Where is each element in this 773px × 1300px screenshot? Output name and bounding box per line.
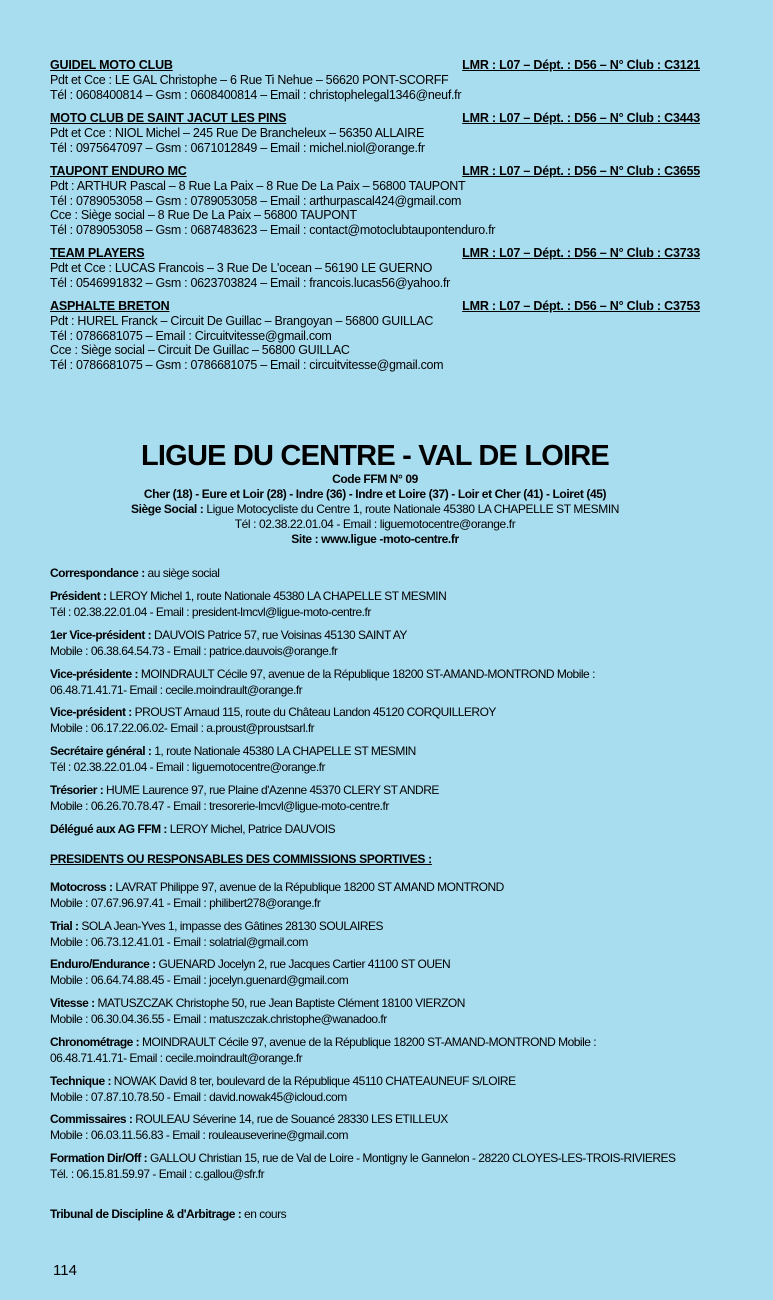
club-line: Tél : 0975647097 – Gsm : 0671012849 – Email : michel.niol@orange.fr <box>50 140 425 155</box>
commission-entry <box>50 1207 700 1223</box>
commission-entry <box>50 1151 700 1182</box>
commission-entry <box>50 1035 700 1066</box>
officer-entry <box>50 744 700 775</box>
officer-role: Secrétaire général : <box>50 744 152 758</box>
commission-role: Chronométrage : <box>50 1035 140 1049</box>
officer-entry <box>50 822 700 838</box>
commission-contact: Tél. : 06.15.81.59.97 - Email : c.gallou@sfr.fr <box>50 1166 265 1181</box>
commissions-title: PRESIDENTS OU RESPONSABLES DES COMMISSIONS SPORTIVES : <box>50 852 432 866</box>
commission-role: Commissaires : <box>50 1112 133 1126</box>
commission-contact: Mobile : 06.73.12.41.01 - Email : solatrial@gmail.com <box>50 934 308 949</box>
officer-entry <box>50 667 700 698</box>
officer-entry <box>50 628 700 659</box>
club-entry <box>50 164 700 237</box>
club-name: TAUPONT ENDURO MC <box>50 164 187 178</box>
officer-contact: Mobile : 06.38.64.54.73 - Email : patrice.dauvois@orange.fr <box>50 643 338 658</box>
officer-contact: Mobile : 06.17.22.06.02- Email : a.proust@proustsarl.fr <box>50 720 315 735</box>
club-header <box>50 111 700 126</box>
officer-contact: 06.48.71.41.71- Email : cecile.moindrault@orange.fr <box>50 682 303 697</box>
club-code: LMR : L07 – Dépt. : D56 – N° Club : C3121 <box>462 58 700 72</box>
league-site: Site : www.ligue -moto-centre.fr <box>291 532 459 546</box>
officer-role: Délégué aux AG FFM : <box>50 822 167 836</box>
club-name: MOTO CLUB DE SAINT JACUT LES PINS <box>50 111 287 125</box>
club-header <box>50 58 700 73</box>
club-code: LMR : L07 – Dépt. : D56 – N° Club : C3753 <box>462 299 700 313</box>
club-header <box>50 299 700 314</box>
league-seat <box>50 502 700 517</box>
officer-details: LEROY Michel 1, route Nationale 45380 LA CHAPELLE ST MESMIN <box>106 589 447 603</box>
club-header <box>50 164 700 179</box>
club-code: LMR : L07 – Dépt. : D56 – N° Club : C3655 <box>462 164 700 178</box>
correspondance-value: au siège social <box>144 566 220 580</box>
officer-entry <box>50 589 700 620</box>
league-title: LIGUE DU CENTRE - VAL DE LOIRE <box>141 440 609 472</box>
club-code: LMR : L07 – Dépt. : D56 – N° Club : C3733 <box>462 246 700 260</box>
club-line: Pdt : ARTHUR Pascal – 8 Rue La Paix – 8 Rue De La Paix – 56800 TAUPONT <box>50 179 466 193</box>
club-line: Tél : 0789053058 – Gsm : 0789053058 – Email : arthurpascal424@gmail.com <box>50 193 462 208</box>
commission-role: Tribunal de Discipline & d'Arbitrage : <box>50 1207 242 1221</box>
commission-contact: Mobile : 07.87.10.78.50 - Email : david.nowak45@icloud.com <box>50 1089 347 1104</box>
officer-details: 1, route Nationale 45380 LA CHAPELLE ST MESMIN <box>151 744 416 758</box>
officer-details: HUME Laurence 97, rue Plaine d'Azenne 45370 CLERY ST ANDRE <box>103 783 439 797</box>
officer-role: Vice-présidente : <box>50 667 138 681</box>
correspondance <box>50 566 700 582</box>
commission-role: Trial : <box>50 919 79 933</box>
officer-role: Président : <box>50 589 107 603</box>
commission-details: en cours <box>241 1207 287 1221</box>
commission-role: Enduro/Endurance : <box>50 957 156 971</box>
club-entry <box>50 299 700 372</box>
commission-role: Motocross : <box>50 880 113 894</box>
commission-contact: Mobile : 06.30.04.36.55 - Email : matuszczak.christophe@wanadoo.fr <box>50 1011 387 1026</box>
commission-entry <box>50 996 700 1027</box>
officer-role: Vice-président : <box>50 705 132 719</box>
commission-role: Formation Dir/Off : <box>50 1151 148 1165</box>
league-departments: Cher (18) - Eure et Loir (28) - Indre (36) - Indre et Loire (37) - Loir et Cher (41) - Loiret (45) <box>143 487 607 501</box>
commission-role: Vitesse : <box>50 996 95 1010</box>
commission-details: ROULEAU Séverine 14, rue de Souancé 28330 LES ETILLEUX <box>132 1112 448 1126</box>
club-line: Tél : 0608400814 – Gsm : 0608400814 – Email : christophelegal1346@neuf.fr <box>50 87 462 102</box>
officer-contact: Tél : 02.38.22.01.04 - Email : president-lmcvl@ligue-moto-centre.fr <box>50 604 371 619</box>
league-header <box>50 440 700 547</box>
club-list <box>50 58 700 381</box>
officer-role: 1er Vice-président : <box>50 628 152 642</box>
league-phone: Tél : 02.38.22.01.04 - Email : liguemotocentre@orange.fr <box>234 517 516 531</box>
seat-label: Siège Social : <box>130 502 204 516</box>
commission-contact: Mobile : 07.67.96.97.41 - Email : philibert278@orange.fr <box>50 895 321 910</box>
officer-details: LEROY Michel, Patrice DAUVOIS <box>166 822 336 836</box>
club-name: GUIDEL MOTO CLUB <box>50 58 173 72</box>
officer-role: Trésorier : <box>50 783 104 797</box>
commission-entry <box>50 1112 700 1143</box>
commission-contact: Mobile : 06.64.74.88.45 - Email : jocelyn.guenard@gmail.com <box>50 972 349 987</box>
club-name: TEAM PLAYERS <box>50 246 145 260</box>
correspondance-label: Correspondance : <box>50 566 145 580</box>
club-line: Pdt : HUREL Franck – Circuit De Guillac – Brangoyan – 56800 GUILLAC <box>50 314 434 328</box>
seat-value: Ligue Motocycliste du Centre 1, route Nationale 45380 LA CHAPELLE ST MESMIN <box>203 502 620 516</box>
club-line: Tél : 0786681075 – Email : Circuitvitesse@gmail.com <box>50 328 332 343</box>
officer-details: MOINDRAULT Cécile 97, avenue de la République 18200 ST-AMAND-MONTROND Mobile : <box>137 667 595 681</box>
commission-details: NOWAK David 8 ter, boulevard de la République 45110 CHATEAUNEUF S/LOIRE <box>110 1074 516 1088</box>
officer-contact: Mobile : 06.26.70.78.47 - Email : tresorerie-lmcvl@ligue-moto-centre.fr <box>50 798 389 813</box>
commission-details: LAVRAT Philippe 97, avenue de la République 18200 ST AMAND MONTROND <box>112 880 504 894</box>
officer-contact: Tél : 02.38.22.01.04 - Email : liguemotocentre@orange.fr <box>50 759 326 774</box>
club-code: LMR : L07 – Dépt. : D56 – N° Club : C3443 <box>462 111 700 125</box>
club-line: Cce : Siège social – 8 Rue De La Paix – 56800 TAUPONT <box>50 208 357 222</box>
club-header <box>50 246 700 261</box>
club-line: Tél : 0786681075 – Gsm : 0786681075 – Email : circuitvitesse@gmail.com <box>50 357 444 372</box>
club-line: Tél : 0789053058 – Gsm : 0687483623 – Email : contact@motoclubtaupontenduro.fr <box>50 222 496 237</box>
commission-contact: Mobile : 06.03.11.56.83 - Email : rouleauseverine@gmail.com <box>50 1127 348 1142</box>
officer-details: PROUST Arnaud 115, route du Château Landon 45120 CORQUILLEROY <box>131 705 496 719</box>
commission-contact: 06.48.71.41.71- Email : cecile.moindrault@orange.fr <box>50 1050 303 1065</box>
commission-details: MOINDRAULT Cécile 97, avenue de la République 18200 ST-AMAND-MONTROND Mobile : <box>139 1035 597 1049</box>
officer-entry <box>50 783 700 814</box>
commission-role: Technique : <box>50 1074 111 1088</box>
commission-entry <box>50 880 700 911</box>
commission-details: GUENARD Jocelyn 2, rue Jacques Cartier 41100 ST OUEN <box>155 957 451 971</box>
club-line: Pdt et Cce : LE GAL Christophe – 6 Rue Ti Nehue – 56620 PONT-SCORFF <box>50 73 449 87</box>
commission-entry <box>50 957 700 988</box>
club-entry <box>50 111 700 155</box>
club-line: Pdt et Cce : LUCAS Francois – 3 Rue De L'ocean – 56190 LE GUERNO <box>50 261 432 275</box>
club-line: Tél : 0546991832 – Gsm : 0623703824 – Email : francois.lucas56@yahoo.fr <box>50 275 450 290</box>
club-name: ASPHALTE BRETON <box>50 299 170 313</box>
officer-details: DAUVOIS Patrice 57, rue Voisinas 45130 SAINT AY <box>151 628 407 642</box>
club-entry <box>50 58 700 102</box>
page-number: 114 <box>53 1262 77 1279</box>
league-code: Code FFM N° 09 <box>332 472 418 486</box>
commission-entry <box>50 1074 700 1105</box>
commission-details: MATUSZCZAK Christophe 50, rue Jean Baptiste Clément 18100 VIERZON <box>94 996 465 1010</box>
commission-details: SOLA Jean-Yves 1, impasse des Gâtines 28130 SOULAIRES <box>78 919 384 933</box>
commission-details: GALLOU Christian 15, rue de Val de Loire - Montigny le Gannelon - 28220 CLOYES-LES-TROIS-RIVIERES <box>147 1151 676 1165</box>
officer-entry <box>50 705 700 736</box>
club-line: Cce : Siège social – Circuit De Guillac – 56800 GUILLAC <box>50 343 350 357</box>
club-line: Pdt et Cce : NIOL Michel – 245 Rue De Brancheleux – 56350 ALLAIRE <box>50 126 425 140</box>
commission-entry <box>50 919 700 950</box>
club-entry <box>50 246 700 290</box>
